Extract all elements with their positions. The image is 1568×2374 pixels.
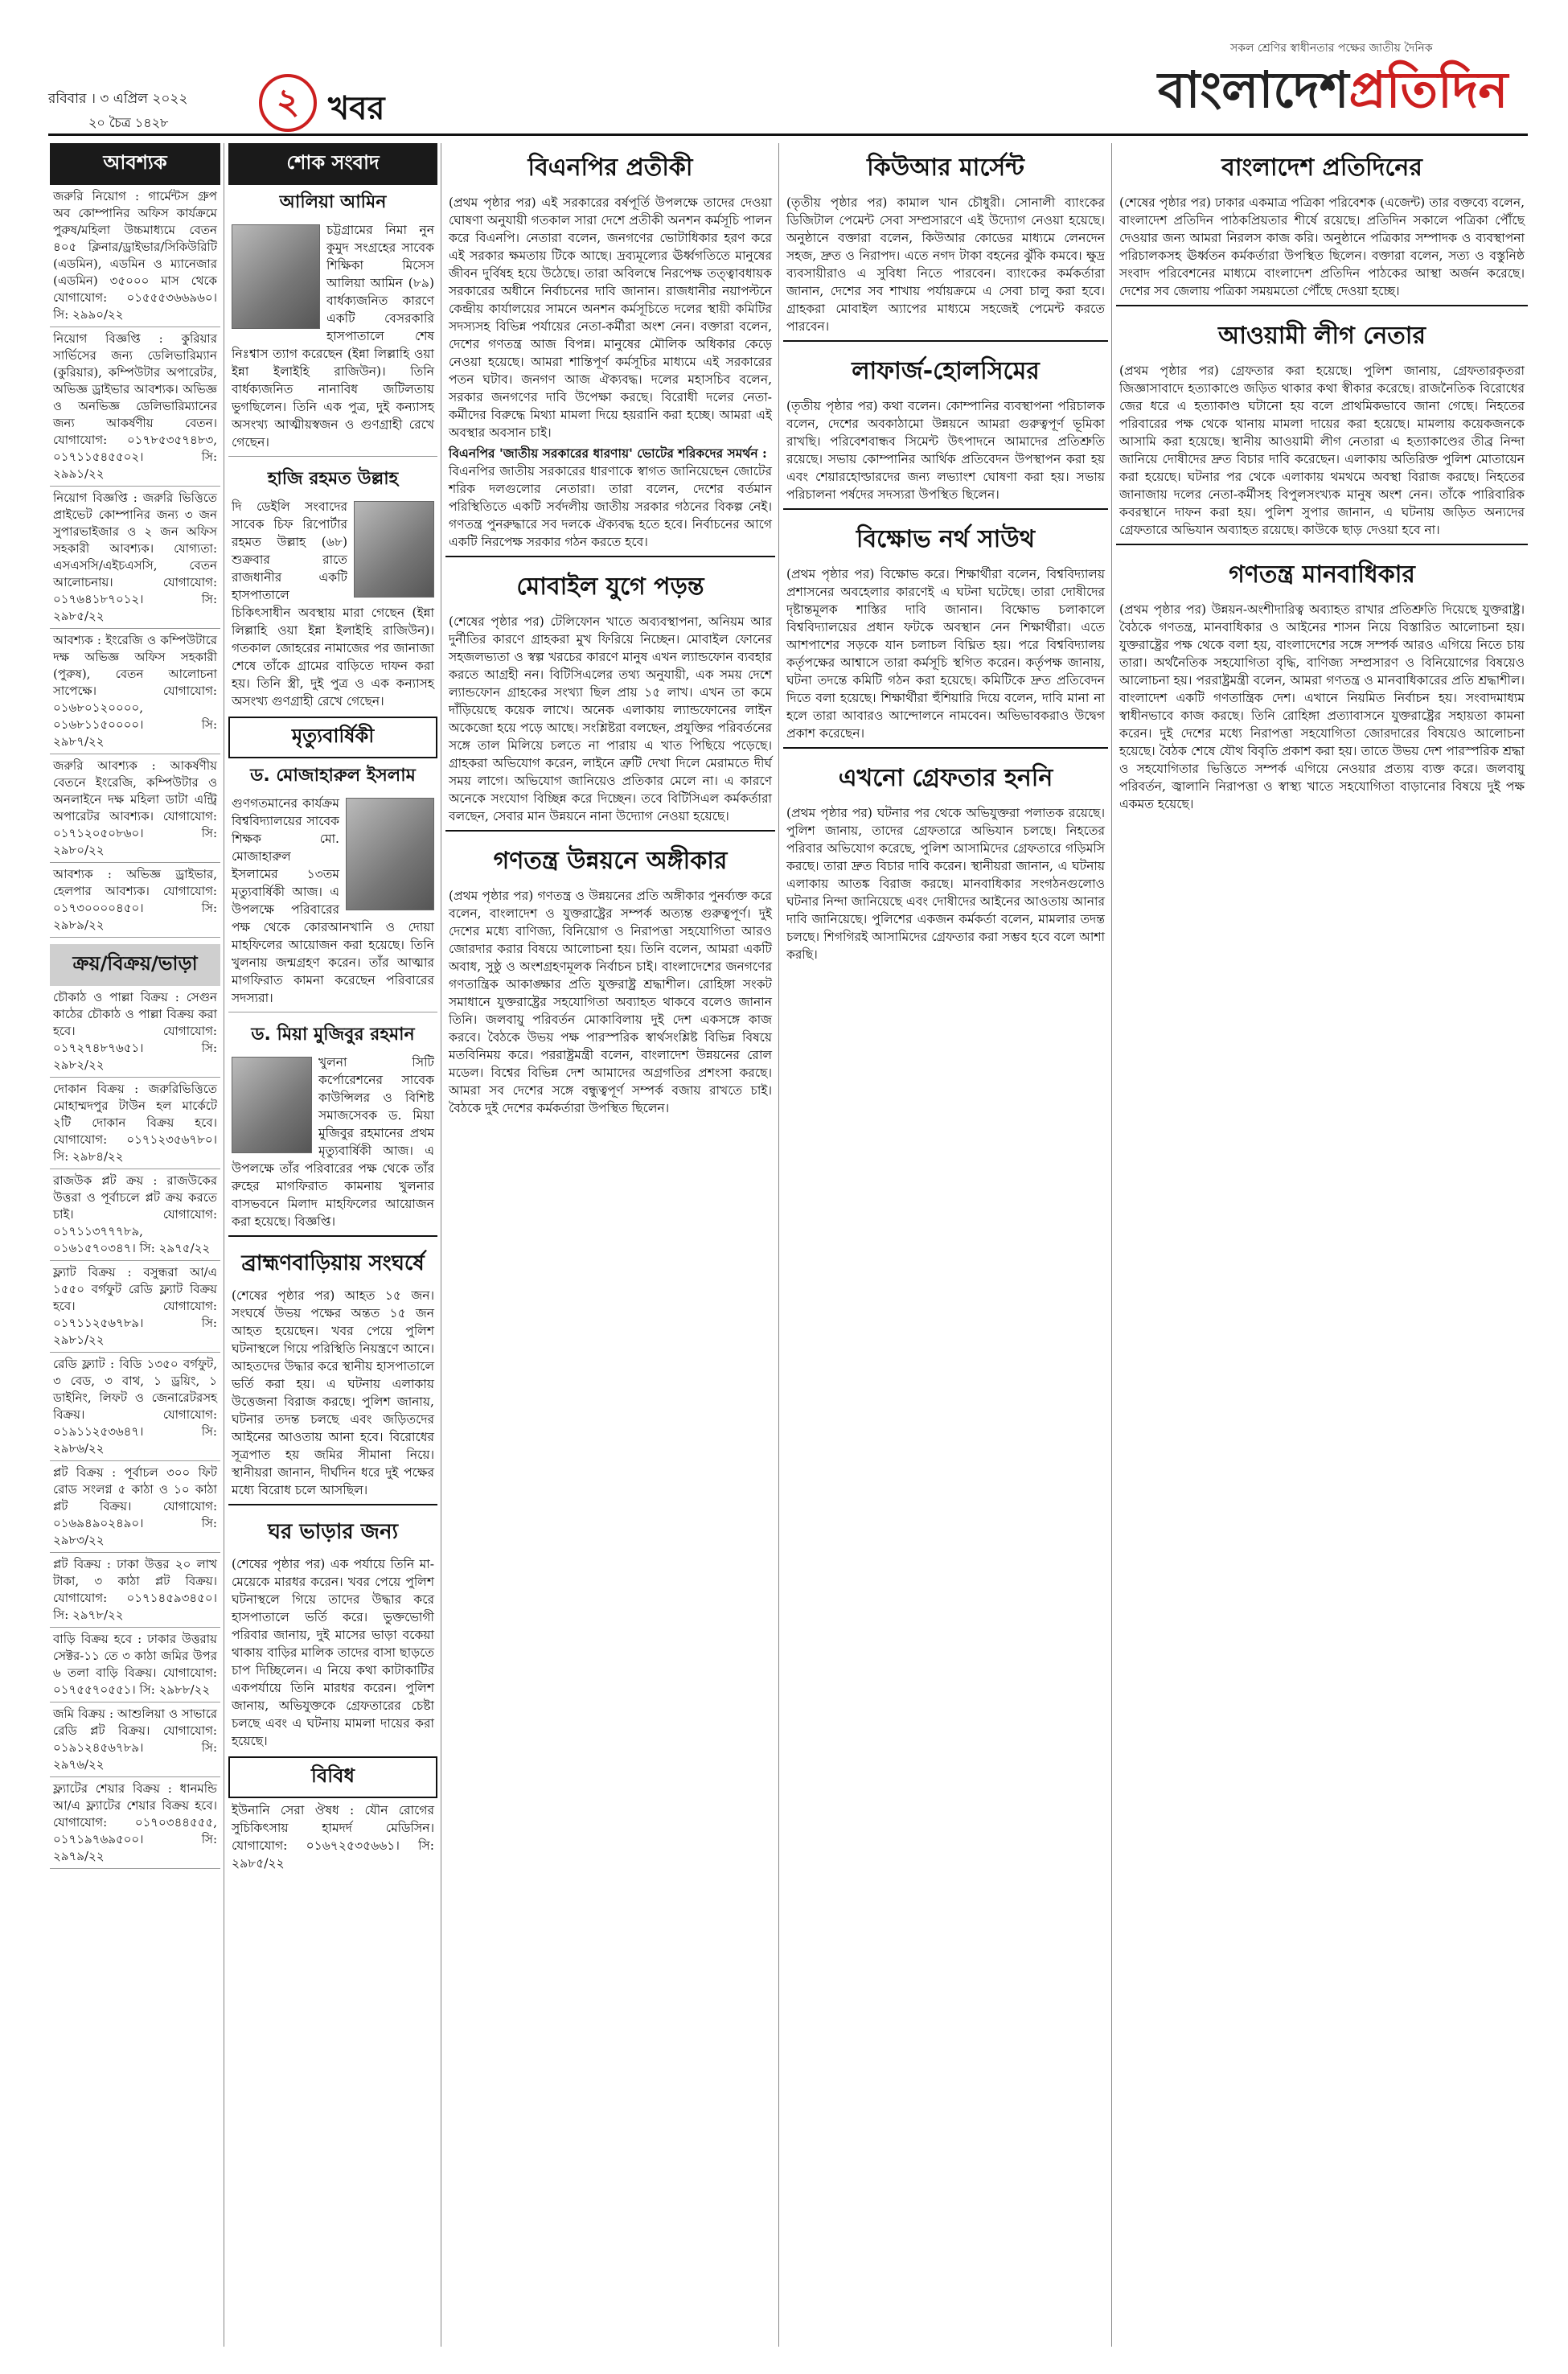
anniversary-header: মৃত্যুবার্ষিকী (228, 717, 437, 758)
classified-ad: রেডি ফ্ল্যাট : বিডি ১৩৫০ বর্গফুট, ৩ বেড, ৩ বাথ, ১ ড্রয়িং, ১ ডাইনিং, লিফট ও জেনারেটরসহ বিক্রয়। যোগাযোগ: ০১৯১১২৫৩৬৪৭। সি: ২৯৮৬/২২ (50, 1353, 220, 1461)
headline: ঘর ভাড়ার জন্য (267, 1520, 399, 1544)
headline: মোবাইল যুগে পড়ন্ত (516, 573, 704, 601)
headline: গণতন্ত্র মানবাধিকার (1229, 561, 1415, 589)
article-body: (প্রথম পৃষ্ঠার পর) গ্রেফতার করা হয়েছে। পুলিশ জানায়, গ্রেফতারকৃতরা জিজ্ঞাসাবাদে হত্যাকাণ্ডে জড়িত থাকার কথা স্বীকার করেছে। রাজনৈতিক বিরোধের জের ধরে এ হত্যাকাণ্ড ঘটানো হয় বলে প্রাথমিকভাবে জানা গেছে। নিহতের পরিবারের পক্ষ থেকে থানায় মামলা দায়ের করা হয়েছে। মামলায় কয়েকজনকে আসামি করা হয়েছে। স্থানীয় আওয়ামী লীগ নেতারা এ হত্যাকাণ্ডের তীব্র নিন্দা জানিয়ে দোষীদের দ্রুত বিচার দাবি করেছেন। এলাকায় অতিরিক্ত পুলিশ মোতায়েন করা হয়েছে। ঘটনার পর থেকে এলাকায় থমথমে অবস্থা বিরাজ করছে। নিহতের জানাজায় দলের নেতা-কর্মীসহ বিপুলসংখ্যক মানুষ অংশ নেন। তাঁকে পারিবারিক কবরস্থানে দাফন করা হয়। পুলিশ সুপার জানান, এ ঘটনায় জড়িত অন্যদের গ্রেফতারে অভিযান অব্যাহত রয়েছে। কাউকে ছাড় দেওয়া হবে না। (1119, 363, 1525, 537)
anniversary-photo (346, 798, 434, 910)
article-body: (শেষের পৃষ্ঠার পর) আহত ১৫ জন। সংঘর্ষে উভয় পক্ষের অন্তত ১৫ জন আহত হয়েছেন। খবর পেয়ে পুলিশ ঘটনাস্থলে গিয়ে পরিস্থিতি নিয়ন্ত্রণে আনে। আহতদের উদ্ধার করে স্থানীয় হাসপাতালে ভর্তি করা হয়। এ ঘটনায় এলাকায় উত্তেজনা বিরাজ করছে। পুলিশ জানায়, ঘটনার তদন্ত চলছে এবং জড়িতদের আইনের আওতায় আনা হবে। বিরোধের সূত্রপাত হয় জমির সীমানা নিয়ে। স্থানীয়রা জানান, দীর্ঘদিন ধরে দুই পক্ষের মধ্যে বিরোধ চলে আসছিল। (232, 1288, 434, 1497)
headline: ব্রাহ্মণবাড়িয়ায় সংঘর্ষে (241, 1251, 425, 1275)
headline: আওয়ামী লীগ নেতার (1218, 322, 1426, 350)
obituary-text: দি ডেইলি সংবাদের সাবেক চিফ রিপোর্টার রহমত উল্লাহ (৬৮) শুক্রবার রাতে রাজধানীর একটি হাসপাতালে চিকিৎসাধীন অবস্থায় মারা গেছেন (ইন্না লিল্লাহি ওয়া ইন্না ইলাইহি রাজিউন)। গতকাল জোহরের নামাজের পর জানাজা শেষে তাঁকে গ্রামের বাড়িতে দাফন করা হয়। তিনি স্ত্রী, দুই পুত্র ও এক কন্যাসহ অসংখ্য গুণগ্রাহী রেখে গেছেন। (232, 499, 434, 709)
classified-ad: ফ্ল্যাটের শেয়ার বিক্রয় : ধানমন্ডি আ/এ ফ্ল্যাটের শেয়ার বিক্রয় হবে। যোগাযোগ: ০১৭০৩৪৪৫৫৫, ০১৭১৯৭৬৯৫০০। সি: ২৯৭৯/২২ (50, 1777, 220, 1869)
classified-ad: আবশ্যক : অভিজ্ঞ ড্রাইভার, হেলপার আবশ্যক। যোগাযোগ: ০১৭৩০০০০৪৫০। সি: ২৯৮৯/২২ (50, 863, 220, 938)
obituary-header: শোক সংবাদ (228, 143, 437, 185)
anniversary-name: ড. মোজাহারুল ইসলাম (250, 766, 416, 786)
newspaper-logo (1158, 39, 1528, 127)
article-body: (প্রথম পৃষ্ঠার পর) এই সরকারের বর্ষপূর্তি উপলক্ষে তাদের দেওয়া ঘোষণা অনুযায়ী গতকাল সারা দেশে প্রতীকী অনশন কর্মসূচি পালন করে বিএনপি। নেতারা বলেন, জনগণের ভোটাধিকার হরণ করে এই সরকার ক্ষমতায় টিকে আছে। দ্রব্যমূল্যের ঊর্ধ্বগতিতে মানুষের জীবন দুর্বিষহ হয়ে উঠেছে। তারা অবিলম্বে নিরপেক্ষ তত্ত্বাবধায়ক সরকারের অধীনে নির্বাচনের দাবি জানান। রাজধানীর নয়াপল্টনে কেন্দ্রীয় কার্যালয়ের সামনে অনশন কর্মসূচিতে দলের স্থায়ী কমিটির সদস্যসহ বিভিন্ন পর্যায়ের নেতা-কর্মীরা অংশ নেন। বক্তারা বলেন, দেশের গণতন্ত্র আজ বিপন্ন। মানুষের মৌলিক অধিকার কেড়ে নেওয়া হয়েছে। আমরা শান্তিপূর্ণ কর্মসূচির মাধ্যমে এই সরকারের পতন ঘটাব। জনগণ আজ ঐক্যবদ্ধ। দলের মহাসচিব বলেন, সরকার জনগণের দাবি উপেক্ষা করছে। বিরোধী দলের নেতা-কর্মীদের বিরুদ্ধে মিথ্যা মামলা দিয়ে হয়রানি করা হচ্ছে। আমরা এই অবস্থার অবসান চাই। (449, 195, 772, 440)
classified-ad: দোকান বিক্রয় : জরুরিভিত্তিতে মোহাম্মদপুর টাউন হল মার্কেটে ২টি দোকান বিক্রয় হবে। যোগাযোগ: ০১৭১২৩৫৬৭৮০। সি: ২৯৮৪/২২ (50, 1078, 220, 1169)
news-column-4 (783, 143, 1108, 2347)
news-column-5 (1116, 143, 1528, 2347)
article-body: (শেষের পৃষ্ঠার পর) টেলিফোন খাতে অব্যবস্থাপনা, অনিয়ম আর দুর্নীতির কারণে গ্রাহকরা মুখ ফিরিয়ে নিচ্ছেন। মোবাইল ফোনের সহজলভ্যতা ও স্বল্প খরচের কারণে মানুষ এখন ল্যান্ডফোন ব্যবহার করতে আগ্রহী নন। বিটিসিএলের তথ্য অনুযায়ী, এক সময় দেশে ল্যান্ডফোন গ্রাহকের সংখ্যা ছিল প্রায় ১৫ লাখ। এখন তা কমে দাঁড়িয়েছে কয়েক লাখে। অনেক এলাকায় ল্যান্ডফোনের লাইন অকেজো হয়ে পড়ে আছে। সংশ্লিষ্টরা বলছেন, প্রযুক্তির পরিবর্তনের সঙ্গে তাল মিলিয়ে চলতে না পারায় এ খাত পিছিয়ে পড়েছে। গ্রাহকরা অভিযোগ করেন, লাইনে ত্রুটি দেখা দিলে মেরামতে দীর্ঘ সময় লাগে। অভিযোগ জানিয়েও প্রতিকার মেলে না। এ কারণে অনেকে সংযোগ বিচ্ছিন্ন করে দিচ্ছেন। তবে বিটিসিএল কর্মকর্তারা বলছেন, সেবার মান উন্নয়নে নানা উদ্যোগ নেওয়া হয়েছে। (449, 614, 772, 824)
article-body: (প্রথম পৃষ্ঠার পর) বিক্ষোভ করে। শিক্ষার্থীরা বলেন, বিশ্ববিদ্যালয় প্রশাসনের অবহেলার কারণেই এ ঘটনা ঘটেছে। তারা দোষীদের দৃষ্টান্তমূলক শাস্তির দাবি জানান। বিক্ষোভ চলাকালে বিশ্ববিদ্যালয়ের প্রধান ফটকে অবস্থান নেন শিক্ষার্থীরা। এতে আশপাশের সড়কে যান চলাচল বিঘ্নিত হয়। পরে বিশ্ববিদ্যালয় কর্তৃপক্ষের আশ্বাসে তারা কর্মসূচি স্থগিত করেন। কর্তৃপক্ষ জানায়, ঘটনা তদন্তে কমিটি গঠন করা হয়েছে। কমিটিকে দ্রুত প্রতিবেদন দিতে বলা হয়েছে। শিক্ষার্থীরা হুঁশিয়ারি দিয়ে বলেন, দাবি মানা না হলে তারা আবারও আন্দোলনে নামবেন। অভিভাবকরাও উদ্বেগ প্রকাশ করেছেন। (786, 567, 1105, 741)
article-body: (প্রথম পৃষ্ঠার পর) ঘটনার পর থেকে অভিযুক্তরা পলাতক রয়েছে। পুলিশ জানায়, তাদের গ্রেফতারে অভিযান চলছে। নিহতের পরিবার অভিযোগ করেছে, পুলিশ আসামিদের গ্রেফতারে গড়িমসি করছে। তারা দ্রুত বিচার দাবি করেন। স্থানীয়রা জানান, এ ঘটনায় এলাকায় আতঙ্ক বিরাজ করছে। মানবাধিকার সংগঠনগুলোও ঘটনার নিন্দা জানিয়েছে এবং দোষীদের আইনের আওতায় আনার দাবি জানিয়েছে। পুলিশের একজন কর্মকর্তা বলেন, মামলার তদন্ত চলছে। শিগগিরই আসামিদের গ্রেফতার করা সম্ভব হবে বলে আশা করছি। (786, 806, 1105, 962)
obituary-name: আলিয়া আমিন (279, 192, 387, 212)
obituary-column (228, 143, 437, 2347)
misc-header: বিবিধ (228, 1756, 437, 1798)
headline: বাংলাদেশ প্রতিদিনের (1221, 154, 1422, 182)
classified-ad: প্লট বিক্রয় : ঢাকা উত্তর ২০ লাখ টাকা, ৩ কাঠা প্লট বিক্রয়। যোগাযোগ: ০১৭১৪৫৯৩৪৫০। সি: ২৯৭৮/২২ (50, 1553, 220, 1628)
headline: এখনো গ্রেফতার হননি (838, 764, 1053, 792)
issue-date-bengali: ২০ চৈত্র ১৪২৮ (88, 115, 169, 130)
headline: বিএনপির প্রতীকী (527, 154, 693, 182)
classified-ad: রাজউক প্লট ক্রয় : রাজউকের উত্তরা ও পূর্বাচলে প্লট ক্রয় করতে চাই। যোগাযোগ: ০১৭১১৩৭৭৭৮৯, ০১৬১৫৭০৩৪৭। সি: ২৯৭৫/২২ (50, 1169, 220, 1261)
column-rule (1111, 143, 1112, 2347)
headline: গণতন্ত্র উন্নয়নে অঙ্গীকার (493, 847, 728, 875)
classified-header-buy-sell: ক্রয়/বিক্রয়/ভাড়া (50, 944, 220, 986)
article-body: (প্রথম পৃষ্ঠার পর) গণতন্ত্র ও উন্নয়নের প্রতি অঙ্গীকার পুনর্ব্যক্ত করে বলেন, বাংলাদেশ ও যুক্তরাষ্ট্রের সম্পর্ক অত্যন্ত গুরুত্বপূর্ণ। দুই দেশের মধ্যে বাণিজ্য, বিনিয়োগ ও নিরাপত্তা সহযোগিতা আরও জোরদার করার বিষয়ে আলোচনা হয়। তিনি বলেন, আমরা একটি অবাধ, সুষ্ঠু ও অংশগ্রহণমূলক নির্বাচন চাই। বাংলাদেশের জনগণের গণতান্ত্রিক আকাঙ্ক্ষার প্রতি যুক্তরাষ্ট্র শ্রদ্ধাশীল। রোহিঙ্গা সংকট সমাধানে যুক্তরাষ্ট্রের সহযোগিতা অব্যাহত থাকবে বলেও জানান তিনি। জলবায়ু পরিবর্তন মোকাবিলায় দুই দেশ একসঙ্গে কাজ করবে। বৈঠকে উভয় পক্ষ পারস্পরিক স্বার্থসংশ্লিষ্ট বিভিন্ন বিষয়ে মতবিনিময় করে। পররাষ্ট্রমন্ত্রী বলেন, বাংলাদেশ উন্নয়নের রোল মডেল। বিশ্বের বিভিন্ন দেশ আমাদের অগ্রগতির প্রশংসা করছে। আমরা সব দেশের সঙ্গে বন্ধুত্বপূর্ণ সম্পর্ক বজায় রাখতে চাই। বৈঠকে দুই দেশের কর্মকর্তারা উপস্থিত ছিলেন। (449, 889, 772, 1115)
article-body: (তৃতীয় পৃষ্ঠার পর) কথা বলেন। কোম্পানির ব্যবস্থাপনা পরিচালক বলেন, দেশের অবকাঠামো উন্নয়নে আমরা গুরুত্বপূর্ণ ভূমিকা রাখছি। পরিবেশবান্ধব সিমেন্ট উৎপাদনে আমাদের প্রতিশ্রুতি রয়েছে। সভায় কোম্পানির আর্থিক প্রতিবেদন উপস্থাপন করা হয় এবং শেয়ারহোল্ডারদের জন্য লভ্যাংশ ঘোষণা করা হয়। সভায় পরিচালনা পর্ষদের সদস্যরা উপস্থিত ছিলেন। (786, 399, 1105, 502)
classified-ad: চৌকাঠ ও পাল্লা বিক্রয় : সেগুন কাঠের চৌকাঠ ও পাল্লা বিক্রয় করা হবে। যোগাযোগ: ০১৭২৭৪৮৭৬৫১। সি: ২৯৮২/২২ (50, 986, 220, 1078)
headline: বিক্ষোভ নর্থ সাউথ (856, 525, 1036, 553)
article-body: (শেষের পৃষ্ঠার পর) এক পর্যায়ে তিনি মা-মেয়েকে মারধর করেন। খবর পেয়ে পুলিশ ঘটনাস্থলে গিয়ে তাদের উদ্ধার করে হাসপাতালে ভর্তি করে। ভুক্তভোগী পরিবার জানায়, দুই মাসের ভাড়া বকেয়া থাকায় বাড়ির মালিক তাদের বাসা ছাড়তে চাপ দিচ্ছিলেন। এ নিয়ে কথা কাটাকাটির একপর্যায়ে তিনি মারধর করেন। পুলিশ জানায়, অভিযুক্তকে গ্রেফতারের চেষ্টা চলছে এবং এ ঘটনায় মামলা দায়ের করা হয়েছে। (232, 1557, 434, 1748)
anniversary-name: ড. মিয়া মুজিবুর রহমান (251, 1025, 415, 1045)
classified-ad: জরুরি আবশ্যক : আকর্ষণীয় বেতনে ইংরেজি, কম্পিউটার ও অনলাইনে দক্ষ মহিলা ডাটা এন্ট্রি অপারেটর আবশ্যক। যোগাযোগ: ০১৭১২০৫০৮৬০। সি: ২৯৮০/২২ (50, 754, 220, 863)
classified-ad: নিয়োগ বিজ্ঞপ্তি : জরুরি ভিত্তিতে প্রাইভেট কোম্পানির জন্য ৩ জন সুপারভাইজার ও ২ জন অফিস সহকারী আবশ্যক। যোগ্যতা: এসএসসি/এইচএসসি, বেতন আলোচনায়। যোগাযোগ: ০১৭৬৪১৮৭০১২। সি: ২৯৮৫/২২ (50, 487, 220, 629)
column-rule (778, 143, 779, 2347)
anniversary-text: গুণগতমানের কার্যক্রম বিশ্ববিদ্যালয়ের সাবেক শিক্ষক মো. মোজাহারুল ইসলামের ১৩তম মৃত্যুবার্ষিকী আজ। এ উপলক্ষে পরিবারের পক্ষ থেকে কোরআনখানি ও দোয়া মাহফিলের আয়োজন করা হয়েছে। তিনি খুলনায় জন্মগ্রহণ করেন। তাঁর আত্মার মাগফিরাত কামনা করেছেন পরিবারের সদস্যরা। (232, 796, 434, 1005)
issue-date: রবিবার । ৩ এপ্রিল ২০২২ (48, 91, 188, 107)
classifieds-column (50, 143, 220, 2347)
article-body: (শেষের পৃষ্ঠার পর) ঢাকার একমাত্র পত্রিকা পরিবেশক (এজেন্ট) তার বক্তব্যে বলেন, বাংলাদেশ প্রতিদিন পাঠকপ্রিয়তার শীর্ষে রয়েছে। প্রতিদিন সকালে পত্রিকা পৌঁছে দেওয়ার জন্য আমরা নিরলস কাজ করি। অনুষ্ঠানে পত্রিকার সম্পাদক ও ব্যবস্থাপনা পরিচালকসহ ঊর্ধ্বতন কর্মকর্তারা উপস্থিত ছিলেন। বক্তারা বলেন, সত্য ও বস্তুনিষ্ঠ সংবাদ পরিবেশনের মাধ্যমে বাংলাদেশ প্রতিদিন পাঠকের আস্থা অর্জন করেছে। দেশের সব জেলায় পত্রিকা সময়মতো পৌঁছে দেওয়া হচ্ছে। (1119, 195, 1525, 298)
masthead (0, 0, 1568, 137)
section-title: খবর (328, 90, 385, 127)
classified-ad: আবশ্যক : ইংরেজি ও কম্পিউটারে দক্ষ অভিজ্ঞ অফিস সহকারী (পুরুষ), বেতন আলোচনা সাপেক্ষে। যোগাযোগ: ০১৬৮০১২০০০০, ০১৬৮১১৫০০০০। সি: ২৯৮৭/২২ (50, 629, 220, 754)
classified-header-wanted: আবশ্যক (50, 143, 220, 185)
logo-part-1: বাংলাদেশ (1158, 60, 1349, 119)
anniversary-photo (232, 1057, 312, 1153)
classified-ad: বাড়ি বিক্রয় হবে : ঢাকার উত্তরায় সেক্টর-১১ তে ৩ কাঠা জমির উপর ৬ তলা বাড়ি বিক্রয়। যোগাযোগ: ০১৭৫৫৭০৫৫১। সি: ২৯৮৮/২২ (50, 1628, 220, 1702)
classified-ad: নিয়োগ বিজ্ঞপ্তি : কুরিয়ার সার্ভিসের জন্য ডেলিভারিম্যান (কুরিয়ার), কম্পিউটার অপারেটর, অভিজ্ঞ ড্রাইভার আবশ্যক। অভিজ্ঞ ও অনভিজ্ঞ ডেলিভারিম্যানের জন্য আকর্ষণীয় বেতন। যোগাযোগ: ০১৭৮৫৩৫৭৪৮৩, ০১৭১১৫৪৫৫০২। সি: ২৯৯১/২২ (50, 327, 220, 487)
classified-ad: জরুরি নিয়োগ : গার্মেন্টস গ্রুপ অব কোম্পানির অফিস কার্যক্রমে পুরুষ/মহিলা উচ্চমাধ্যমে বেতন ৪০৫ ক্লিনার/ড্রাইভার/সিকিউরিটি (এডমিন), এডমিন ও ম্যানেজার (এডমিন) ৩৫০০০ মাস থেকে যোগাযোগ: ০১৫৫৫৩৬৬৯৬০। সি: ২৯৯০/২২ (50, 185, 220, 327)
page-number-badge: ২ (259, 74, 317, 132)
article-subhead: বিএনপির 'জাতীয় সরকারের ধারণায়' ভোটের শরিকদের সমর্থন : (449, 446, 767, 461)
classified-ad: জমি বিক্রয় : আশুলিয়া ও সাভারে রেডি প্লট বিক্রয়। যোগাযোগ: ০১৯১২৪৫৬৭৮৯। সি: ২৯৭৬/২২ (50, 1702, 220, 1777)
logo-tagline: সকল শ্রেণির স্বাধীনতার পক্ষের জাতীয় দৈনিক (1230, 42, 1433, 55)
headline: কিউআর মার্সেন্ট (867, 154, 1024, 182)
obituary-name: হাজি রহমত উল্লাহ (267, 469, 399, 489)
article-body: (তৃতীয় পৃষ্ঠার পর) কামাল খান চৌধুরী। সোনালী ব্যাংকের ডিজিটাল পেমেন্ট সেবা সম্প্রসারণে এই উদ্যোগ নেওয়া হয়েছে। অনুষ্ঠানে বক্তারা বলেন, কিউআর কোডের মাধ্যমে লেনদেন সহজ, দ্রুত ও নিরাপদ। এতে নগদ টাকা বহনের ঝুঁকি কমবে। ক্ষুদ্র ব্যবসায়ীরাও এ সুবিধা নিতে পারবেন। ব্যাংকের কর্মকর্তারা জানান, দেশের সব শাখায় পর্যায়ক্রমে এ সেবা চালু করা হবে। গ্রাহকরা মোবাইল অ্যাপের মাধ্যমে সহজেই পেমেন্ট করতে পারবেন। (786, 195, 1105, 334)
obituary-photo (354, 501, 434, 598)
masthead-rule (48, 133, 1528, 136)
obituary-text: চট্টগ্রামের নিমা নুন কুমুদ সংগ্রহের সাবেক শিক্ষিকা মিসেস আলিয়া আমিন (৮৯) বার্ধক্যজনিত কারণে একটি বেসরকারি হাসপাতালে শেষ নিঃশ্বাস ত্যাগ করেছেন (ইন্না লিল্লাহি ওয়া ইন্না ইলাইহি রাজিউন)। তিনি বার্ধক্যজনিত নানাবিধ জটিলতায় ভুগছিলেন। তিনি এক পুত্র, দুই কন্যাসহ অসংখ্য আত্মীয়স্বজন ও গুণগ্রাহী রেখে গেছেন। (232, 223, 434, 450)
headline: লাফার্জ-হোলসিমের (852, 357, 1040, 385)
article-body: (প্রথম পৃষ্ঠার পর) উন্নয়ন-অংশীদারিত্ব অব্যাহত রাখার প্রতিশ্রুতি দিয়েছে যুক্তরাষ্ট্র। বৈঠকে গণতন্ত্র, মানবাধিকার ও আইনের শাসন নিয়ে বিস্তারিত আলোচনা হয়। যুক্তরাষ্ট্রের পক্ষ থেকে বলা হয়, বাংলাদেশের সঙ্গে সম্পর্ক আরও এগিয়ে নিতে চায় তারা। অর্থনৈতিক সহযোগিতা বৃদ্ধি, বাণিজ্য সম্প্রসারণ ও বিনিয়োগের বিষয়েও আলোচনা হয়। পররাষ্ট্রমন্ত্রী বলেন, আমরা গণতন্ত্র ও মানবাধিকারের প্রতি শ্রদ্ধাশীল। বাংলাদেশ একটি গণতান্ত্রিক দেশ। এখানে নিয়মিত নির্বাচন হয়। সংবাদমাধ্যম স্বাধীনভাবে কাজ করছে। তিনি রোহিঙ্গা প্রত্যাবাসনে যুক্তরাষ্ট্রের সহায়তা কামনা করেন। দুই দেশের মধ্যে নিরাপত্তা সহযোগিতা জোরদারের বিষয়েও আলোচনা হয়েছে। বৈঠক শেষে যৌথ বিবৃতি প্রকাশ করা হয়। তাতে উভয় দেশ পারস্পরিক শ্রদ্ধা ও সহযোগিতার ভিত্তিতে সম্পর্ক এগিয়ে নেওয়ার প্রত্যয় ব্যক্ত করে। জলবায়ু পরিবর্তন, জ্বালানি নিরাপত্তা ও স্বাস্থ্য খাতে সহযোগিতা বাড়ানোর বিষয়ে দুই পক্ষ একমত হয়েছে। (1119, 602, 1525, 811)
logo-part-2: প্রতিদিন (1348, 60, 1508, 119)
obituary-photo (232, 224, 320, 329)
classified-ad: ফ্ল্যাট বিক্রয় : বসুন্ধরা আ/এ ১৫৫০ বর্গফুট রেডি ফ্ল্যাট বিক্রয় হবে। যোগাযোগ: ০১৭১১২৫৬৭৮৯। সি: ২৯৮১/২২ (50, 1261, 220, 1353)
article-body: বিএনপির জাতীয় সরকারের ধারণাকে স্বাগত জানিয়েছেন জোটের শরিক দলগুলোর নেতারা। তারা বলেন, দেশের বর্তমান পরিস্থিতিতে একটি সর্বদলীয় জাতীয় সরকার গঠনের বিকল্প নেই। গণতন্ত্র পুনরুদ্ধারে সব দলকে ঐক্যবদ্ধ হতে হবে। নির্বাচনের আগে একটি নিরপেক্ষ সরকার গঠন করতে হবে। (449, 464, 772, 549)
classified-ad: প্লট বিক্রয় : পূর্বাচল ৩০০ ফিট রোড সংলগ্ন ৫ কাঠা ও ১০ কাঠা প্লট বিক্রয়। যোগাযোগ: ০১৬৯৪৯০২৪৯০। সি: ২৯৮৩/২২ (50, 1461, 220, 1553)
misc-ad: ইউনানি সেরা ঔষধ : যৌন রোগের সুচিকিৎসায় হামদর্দ মেডিসিন। যোগাযোগ: ০১৬৭২৫৩৫৬৬১। সি: ২৯৮৫/২২ (232, 1803, 434, 1871)
anniversary-text: খুলনা সিটি কর্পোরেশনের সাবেক কাউন্সিলর ও বিশিষ্ট সমাজসেবক ড. মিয়া মুজিবুর রহমানের প্রথম মৃত্যুবার্ষিকী আজ। এ উপলক্ষে তাঁর পরিবারের পক্ষ থেকে তাঁর রুহের মাগফিরাত কামনায় খুলনার বাসভবনে মিলাদ মাহফিলের আয়োজন করা হয়েছে। বিজ্ঞপ্তি। (232, 1055, 434, 1229)
news-column-3 (445, 143, 775, 2347)
